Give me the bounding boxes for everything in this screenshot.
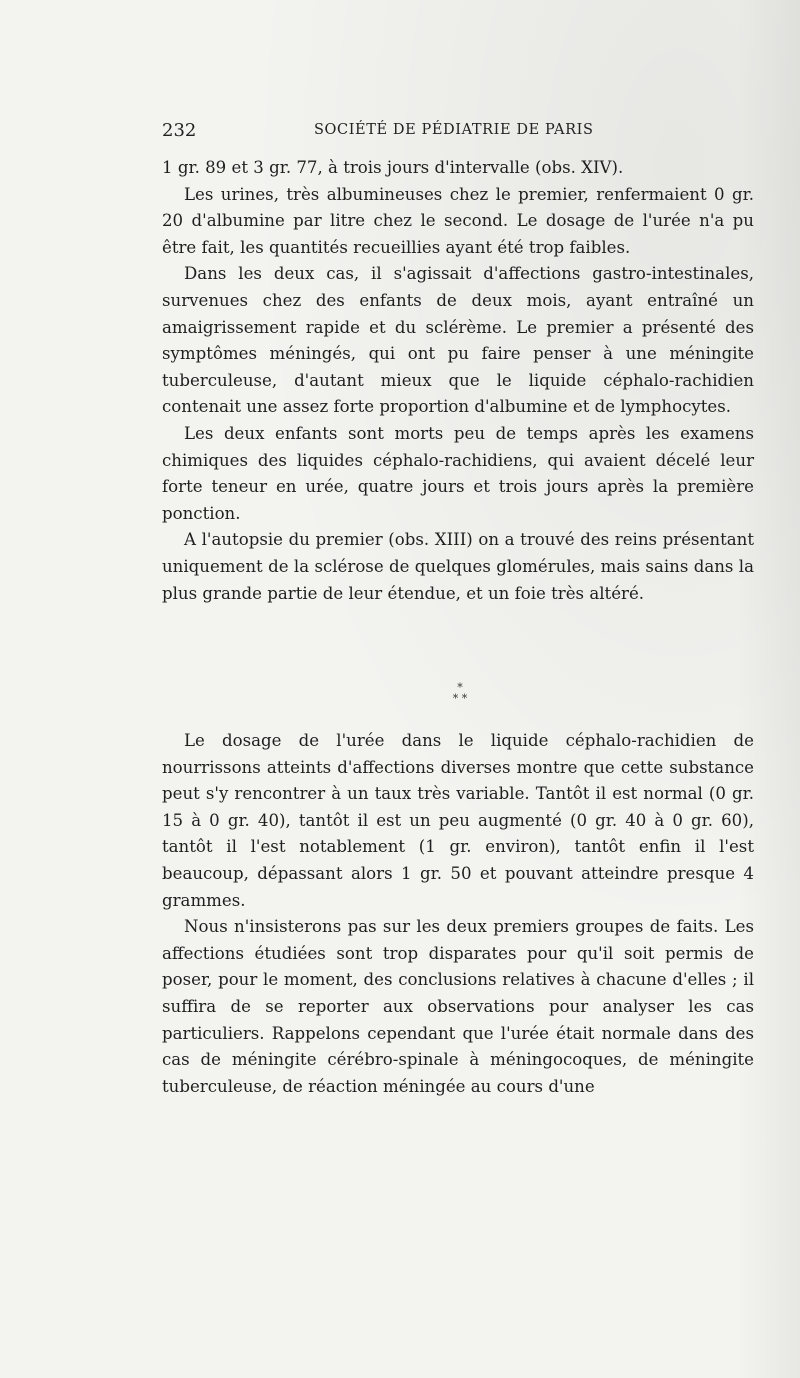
page-number: 232: [162, 120, 197, 141]
asterism-separator: [440, 682, 480, 704]
text-block-lower: [162, 728, 754, 1100]
paragraph-urines: Les urines, très albumineuses chez le premier, renfermaient 0 gr. 20 d'albumine par litre chez le second. Le dosage de l'urée n'a pu être fait, les quantités recueillies ayant été trop faibles.: [162, 184, 754, 257]
paragraph-autopsy: A l'autopsie du premier (obs. XIII) on a trouvé des reins présentant uniquement de la sclérose de quelques glomérules, mais sains dans la plus grande partie de leur étendue, et un foie très altéré.: [162, 530, 754, 603]
paragraph-insist: Nous n'insisterons pas sur les deux premiers groupes de faits. Les affections étudiées sont trop disparates pour qu'il soit permis de poser, pour le moment, des conclusions relatives à chacune d'elles ; il suffira de se reporter aux observations pour analyser les cas particuliers. Rappelons cependant que l'urée était normale dans des cas de méningite cérébro-spinale à méningocoques, de méningite tuberculeuse, de réaction méningée au cours d'une: [162, 917, 754, 1096]
page-header: [162, 120, 752, 144]
paragraph-urea-dosage: Le dosage de l'urée dans le liquide céphalo-rachidien de nourrissons atteints d'affections diverses montre que cette substance peut s'y rencontrer à un taux très variable. Tantôt il est normal (0 gr. 15 à 0 gr. 40), tantôt il est un peu augmenté (0 gr. 40 à 0 gr. 60), tantôt il l'est notablement (1 gr. environ), tantôt enfin il l'est beaucoup, dépassant alors 1 gr. 50 et pouvant atteindre presque 4 grammes.: [162, 731, 754, 910]
paragraph-continuation: 1 gr. 89 et 3 gr. 77, à trois jours d'intervalle (obs. XIV).: [162, 158, 624, 177]
asterism-bottom: * *: [452, 692, 468, 705]
text-block-upper: [162, 155, 754, 607]
paragraph-deaths: Les deux enfants sont morts peu de temps après les examens chimiques des liquides céphalo-rachidiens, qui avaient décelé leur forte teneur en urée, quatre jours et trois jours après la première ponction.: [162, 423, 754, 523]
running-title: SOCIÉTÉ DE PÉDIATRIE DE PARIS: [314, 122, 594, 138]
asterism-top: *: [457, 681, 463, 694]
paragraph-cases: Dans les deux cas, il s'agissait d'affections gastro-intestinales, survenues chez des enfants de deux mois, ayant entraîné un amaigrissement rapide et du sclérème. Le premier a présenté des symptômes méningés, qui ont pu faire penser à une méningite tuberculeuse, d'autant mieux que le liquide céphalo-rachidien contenait une assez forte proportion d'albumine et de lymphocytes.: [162, 264, 754, 417]
